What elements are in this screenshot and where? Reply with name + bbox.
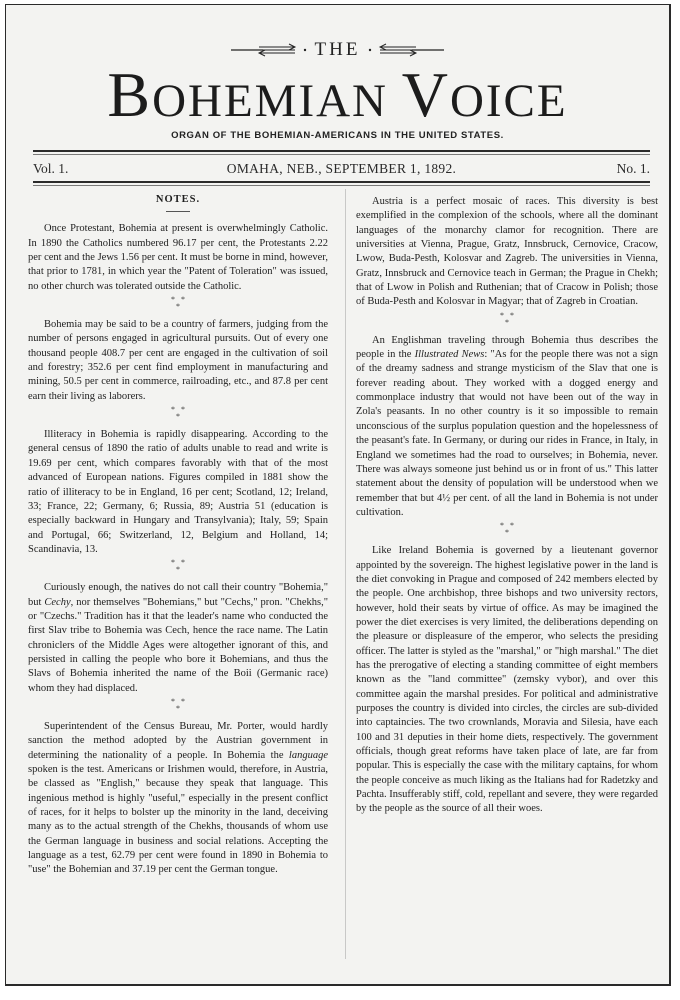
paragraph-text: , nor themselves "Bohemians," but "Cechs," pron. "Chekhs," or "Czechs." Tradition has it that the leader's name who conducted the first Slav tribe to Bohemia was Cech, hence the race name. The Latin chroniclers of the Middle Ages were altogether ignorant of this, and persisted in calling the people who bore it Bohemians, and thus the Slavs of Bohemia inherited the name of the Boii (Germanic race) whom they had displaced. [28, 596, 328, 694]
bottom-rule-thick [33, 181, 650, 183]
article-paragraph: Bohemia may be said to be a country of farmers, judging from the number of persons engaged in agricultural pursuits. Out of every one thousand people 408.7 per cent are engaged in the cultivation of soil and forestry; 352.6 per cent find employment in manufacturing and mining, 50.5 per cent in commerce, railroading, etc., and 87.8 per cent earn their living as laborers. [28, 319, 328, 402]
right-column [356, 195, 658, 817]
newspaper-title [6, 59, 669, 131]
asterism-separator: * * * [171, 558, 185, 575]
top-rule-thin [33, 154, 650, 155]
article-paragraph: Austria is a perfect mosaic of races. This diversity is best exemplified in the complexion of the schools, where all the dominant languages of the monarchy clamor for recognition. There are universities at Vienna, Prague, Gratz, Innsbruck, Cernovice, Cracow, Lwow, Buda-Pesth, Kolosvar and Zagreb. The universities in Vienna, Gratz, Innsbruck and Cernovice teach in German; the Prague in Chekh; that of Lwow in Polish and Ruthenian; that of Cracow in Polish; those of Buda-Pesth and Kolosvar in Magyar; that of Zagreb in Croatian. [356, 196, 658, 308]
paragraph-text: Curiously enough, the natives do not call their country "Bohemia," but [28, 582, 328, 608]
left-column [28, 193, 328, 878]
dateline [33, 159, 650, 179]
issue-number: No. 1. [616, 161, 650, 176]
newspaper-page [5, 4, 671, 986]
italic-term: language [288, 749, 328, 761]
italic-term: Cechy [44, 596, 71, 608]
article-paragraph: Once Protestant, Bohemia at present is overwhelmingly Catholic. In 1890 the Catholics numbered 96.17 per cent, the Protestants 2.22 per cent and the Jews 1.56 per cent. It must be borne in mind, however, that prior to 1781, in which year the "Patent of Toleration" was issued, no other church was tolerated outside the Catholic. [28, 223, 328, 292]
title-initial-b: B [107, 59, 153, 130]
column-divider [345, 189, 346, 959]
place-and-date: OMAHA, NEB., SEPTEMBER 1, 1892. [226, 161, 457, 176]
asterism-separator: * * * [171, 405, 185, 422]
paragraph-text: spoken is the test. Americans or Irishmen would, therefore, in Austria, be classed as "English," because they speak that language. This ingenious method is highly "useful," especially in the present conflict of races, for it helps to bolster up the minority in the land, deceiving many as to the actual strength of the Chekhs, thousands of whom use the German language in business and social relations. Accepting the language as a test, 62.79 per cent were found in 1890 in Bohemia to "use" the Bohemian and 37.19 per cent the German tongue. [28, 764, 328, 876]
newspaper-subtitle: ORGAN OF THE BOHEMIAN-AMERICANS IN THE UNITED STATES. [171, 130, 504, 141]
left-arrow-ornament-icon [229, 43, 309, 57]
asterism-separator: * * * [500, 310, 514, 327]
article-paragraph: Illiteracy in Bohemia is rapidly disappearing. According to the general census of 1890 the ratio of adults unable to read and write is 19.69 per cent, which compares favorably with that of the most advanced of European nations. Figures compiled in 1881 show the ratio of illiteracy to be in England, 16 per cent; Scotland, 12; Ireland, 33; France, 22; Germany, 6; Russia, 89; Austria 51 (education is especially backward in Hungary and Transylvania); Italy, 59; Spain and Portugal, 66; Switzerland, 12, Belgium and Holland, 14; Scandinavia, 13. [28, 429, 328, 555]
asterism-separator: * * * [500, 521, 514, 538]
article-paragraph [28, 720, 328, 878]
title-initial-v: V [401, 59, 450, 130]
paragraph-text: : "As for the people there was not a sign of the dreamy sadness and strange mysticism of the Slav that one is forever reading about. They worked with a dogged energy and commonplace industry that would not have been out of the way in Zola's peasants. In no other country is it so impossible to remain unconscious of the surplus population question and the hopelessness of the peasant's fate. In Germany, or during our rides in France, in Italy, in England we sometimes had the road to ourselves; in Bohemia, never. There was always someone just behind us or in front of us." This latter statement about the density of population will be understood when we remember that but 4½ per cent. of all the land in Bohemia is not under cultivation. [356, 349, 659, 518]
paragraph-text: Superintendent of the Census Bureau, Mr. Porter, would hardly sanction the method adopted by the Austrian government in determining the nationality of a people. In Bohemia the [28, 720, 328, 761]
asterism-separator: * * * [171, 696, 185, 713]
masthead-the-line [6, 39, 669, 61]
paragraph-text: An Englishman traveling through Bohemia thus describes the people in the [356, 334, 658, 361]
bottom-rule-thin [33, 185, 650, 186]
asterism-separator: * * * [171, 295, 185, 312]
right-arrow-ornament-icon [366, 43, 446, 57]
title-word-voice: OICE [449, 75, 568, 127]
heading-rule [166, 211, 190, 212]
masthead-the: THE [314, 39, 361, 60]
title-word-bohemian: OHEMIAN [152, 75, 402, 127]
article-paragraph [356, 334, 658, 520]
notes-heading: NOTES. [155, 194, 201, 205]
article-paragraph: Like Ireland Bohemia is governed by a lieutenant governor appointed by the sovereign. The highest legislative power in the land is the diet convoking in Prague and composed of 242 members elected by the people. One archbishop, three bishops and two university rectors, however, hold their seats by virtue of office. As may be imagined the power the diet exercises is very limited, the deliberations depending on the pleasure or displeasure of the emperor, who selects the presiding officer. The latter is styled as the "marshal," or "high marshal." The diet has the prerogative of electing a standing committee of eight members known as the "land committee" (zemsky vybor), and over this committee again the marshal presides. For political and administrative purposes the country is divided into circles, the circles are sub-divided into captaincies. The two crownlands, Moravia and Silesia, have each 100 and 31 deputies in their home diets, respectively. The government officials, though great reforms have taken place of late, are far from popular. This is especially the case with the military captains, for whom the people conceive as much liking as the Italians had for Radetzky and Pachta. Insufferably stiff, cold, repellant and severe, they were regarded by the people as the source of all their woes. [356, 545, 658, 815]
top-rule-thick [33, 150, 650, 152]
volume-label: Vol. 1. [33, 161, 69, 176]
article-paragraph [28, 581, 328, 696]
italic-publication-title: Illustrated News [414, 349, 485, 361]
